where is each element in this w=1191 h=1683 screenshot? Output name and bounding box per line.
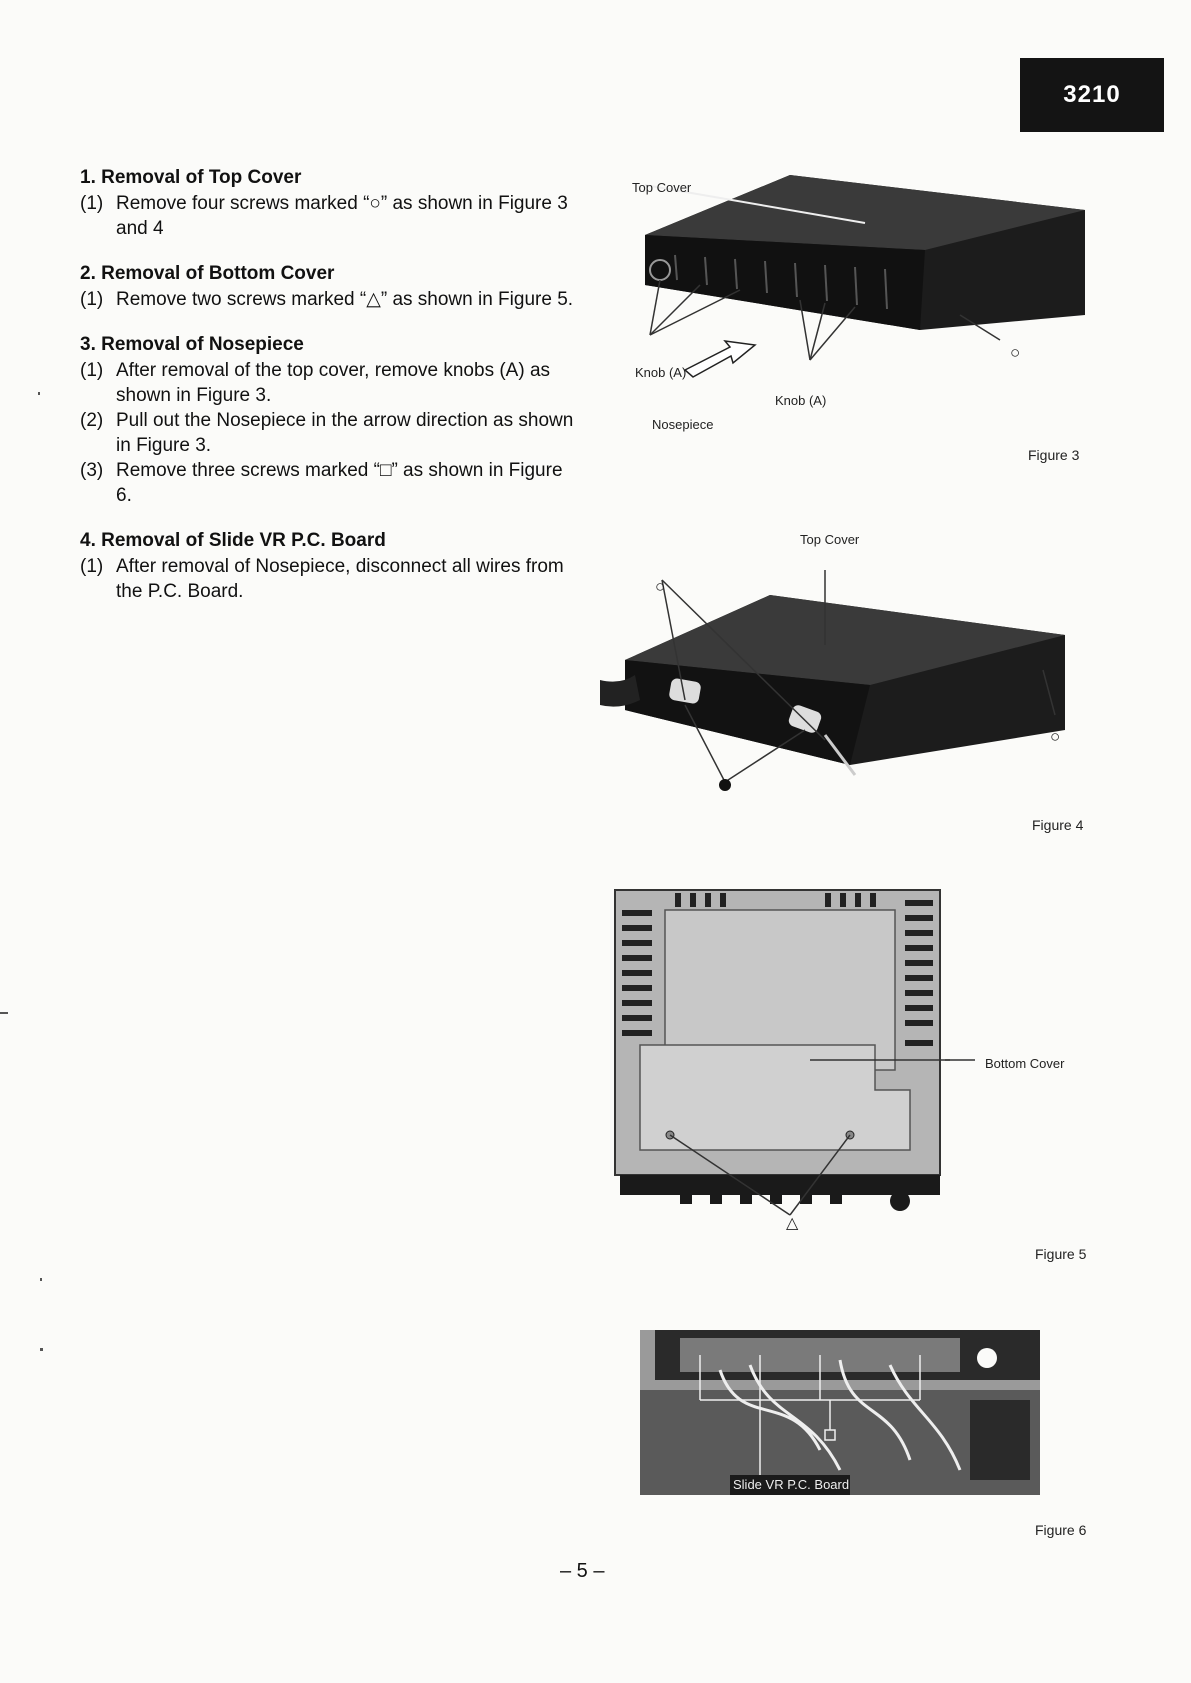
figure-3-caption: Figure 3: [1028, 447, 1080, 463]
step-number: (1): [80, 556, 104, 577]
step-text: Remove two screws marked “△” as shown in Figure 5.: [116, 289, 574, 310]
step: [80, 408, 580, 458]
figure-4-caption: Figure 4: [1032, 817, 1084, 833]
step-text: Remove four screws marked “○” as shown in Figure 3 and 4: [116, 193, 568, 239]
section-bottom-cover: [80, 261, 580, 312]
step: [80, 458, 580, 508]
step-number: (1): [80, 289, 104, 310]
figure-6-illustration: [640, 1330, 1040, 1495]
step-text: Remove three screws marked “□” as shown in Figure 6.: [116, 460, 563, 506]
figure-5-illustration: [610, 885, 950, 1225]
scan-mark: [38, 392, 40, 395]
section-title: 2. Removal of Bottom Cover: [80, 263, 335, 284]
step: [80, 358, 580, 408]
scan-mark: [0, 1012, 8, 1014]
section-title: 1. Removal of Top Cover: [80, 167, 302, 188]
figure-6-caption: Figure 6: [1035, 1522, 1087, 1538]
step-number: (1): [80, 193, 104, 214]
screw-marker-circle: ○: [1010, 343, 1021, 362]
scan-mark: [40, 1348, 43, 1351]
label-nosepiece: Nosepiece: [652, 417, 714, 432]
screw-marker-triangle: △: [786, 1215, 799, 1232]
section-title: 4. Removal of Slide VR P.C. Board: [80, 530, 386, 551]
label-slide-vr-board: Slide VR P.C. Board: [733, 1477, 850, 1492]
figure-4-illustration: [600, 560, 1100, 800]
leader-line: [945, 1058, 975, 1062]
instructions: [80, 165, 580, 624]
step-number: (1): [80, 360, 104, 381]
step-text: Pull out the Nosepiece in the arrow direction as shown in Figure 3.: [116, 410, 574, 456]
section-slide-vr-board: [80, 528, 580, 604]
step: [80, 287, 580, 312]
label-top-cover: Top Cover: [632, 180, 692, 195]
section-title: 3. Removal of Nosepiece: [80, 334, 304, 355]
label-top-cover: Top Cover: [800, 532, 860, 547]
step-text: After removal of Nosepiece, disconnect all wires from the P.C. Board.: [116, 556, 564, 602]
section-top-cover: [80, 165, 580, 241]
step: [80, 191, 580, 241]
model-number-tab: 3210: [1020, 58, 1164, 132]
page-number: – 5 –: [560, 1560, 605, 1582]
section-nosepiece: [80, 332, 580, 508]
label-knob-a: Knob (A): [635, 365, 687, 380]
label-bottom-cover: Bottom Cover: [985, 1056, 1065, 1071]
label-knob-a: Knob (A): [775, 393, 827, 408]
step-number: (2): [80, 410, 104, 431]
step-number: (3): [80, 460, 104, 481]
screw-marker-circle: ○: [655, 577, 666, 596]
scan-mark: [40, 1278, 42, 1281]
figure-5-caption: Figure 5: [1035, 1246, 1087, 1262]
step: [80, 554, 580, 604]
step-text: After removal of the top cover, remove knobs (A) as shown in Figure 3.: [116, 360, 551, 406]
screw-marker-circle: ○: [1050, 727, 1061, 746]
figure-3-illustration: [615, 165, 1095, 425]
